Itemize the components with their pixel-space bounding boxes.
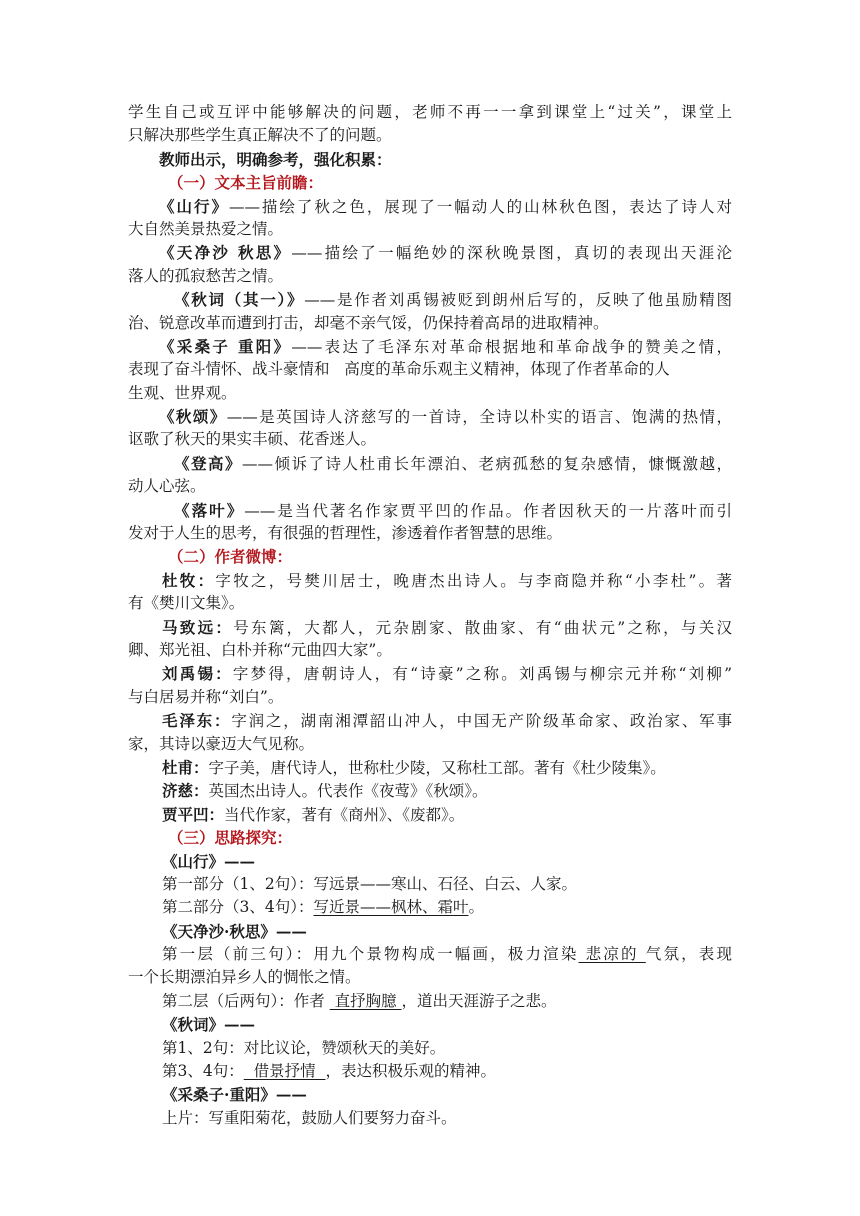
- author-name: 贾平凹：: [162, 804, 225, 824]
- text: 第二层（后两句）：作者: [162, 991, 330, 1010]
- author-name: 刘禹锡：: [162, 664, 233, 684]
- paragraph-line: 家，其诗以豪迈大气见称。: [128, 734, 315, 753]
- underlined-answer: 悲凉的: [578, 945, 646, 964]
- work-title: 《天净沙 秋思》: [159, 243, 292, 263]
- work-title: 《秋词（其一）》: [174, 290, 305, 310]
- author-name: 杜牧：: [162, 570, 216, 590]
- section-heading-1: （一）文本主旨前瞻：: [168, 173, 324, 193]
- text: ，表达积极乐观的精神。: [325, 1062, 496, 1081]
- author-text: 字梦得，唐朝诗人，有“诗豪”之称。刘禹锡与柳宗元并称“刘柳”: [232, 665, 732, 684]
- text: 气氛，表现: [645, 945, 732, 964]
- author-name: 杜甫：: [162, 757, 209, 777]
- summary-text: ——是当代著名作家贾平凹的作品。作者因秋天的一片落叶而引: [244, 501, 732, 520]
- paragraph-line: 表现了奋斗情怀、战斗豪情和 高度的革命乐观主义精神，体现了作者革命的人: [128, 360, 670, 379]
- author-jici: [128, 779, 732, 802]
- work-heading: 《山行》——: [162, 851, 256, 871]
- summary-text: ——描绘了秋之色，展现了一幅动人的山林秋色图，表达了诗人对: [228, 197, 732, 216]
- paragraph-line: 一个长期漂泊异乡人的惆怅之情。: [128, 968, 361, 987]
- analysis-line: [128, 990, 732, 1013]
- section-heading-2: （二）作者微博：: [168, 547, 293, 567]
- work-title: 《采桑子 重阳》: [159, 336, 292, 356]
- author-name: 马致远：: [162, 617, 234, 637]
- document-page: [128, 101, 732, 1130]
- text: 。: [468, 898, 485, 917]
- summary-denggao: [128, 452, 732, 475]
- author-jiapingwa: [128, 803, 732, 826]
- text: 第3、4句：: [162, 1062, 244, 1081]
- author-mazhiyuan: [128, 616, 732, 639]
- paragraph-line: 讴歌了秋天的果实丰硕、花香迷人。: [128, 430, 377, 449]
- summary-text: ——倾诉了诗人杜甫长年漂泊、老病孤愁的复杂感情，慷慨激越，: [242, 454, 732, 473]
- work-title: 《落叶》: [174, 500, 245, 520]
- paragraph-line: 学生自己或互评中能够解决的问题，老师不再一一拿到课堂上“过关”，课堂上: [128, 103, 732, 121]
- paragraph-line: 卿、郑光祖、白朴并称“元曲四大家”。: [128, 640, 392, 659]
- work-title: 《山行》: [159, 196, 229, 216]
- text: 第二部分（3、4句）：: [162, 898, 314, 917]
- summary-text: ——是作者刘禹锡被贬到朗州后写的，反映了他虽励精图: [304, 291, 732, 310]
- summary-shanxing: [128, 195, 732, 218]
- paragraph-line: 大自然美景热爱之情。: [128, 219, 284, 238]
- analysis-line: [128, 896, 732, 919]
- summary-qiuci: [128, 288, 732, 311]
- author-text: 字润之，湖南湘潭韶山冲人，中国无产阶级革命家、政治家、军事: [231, 712, 732, 731]
- analysis-line: [128, 943, 732, 966]
- author-text: 字子美，唐代诗人，世称杜少陵，又称杜工部。著有《杜少陵集》。: [208, 758, 666, 777]
- underlined-answer: 直抒胸臆: [329, 991, 402, 1010]
- paragraph-line: 动人心弦。: [128, 477, 206, 496]
- work-title: 《登高》: [174, 453, 242, 473]
- work-heading: 《采桑子·重阳》——: [162, 1085, 307, 1105]
- paragraph-line: 落人的孤寂愁苦之情。: [128, 266, 284, 285]
- summary-text: ——描绘了一幅绝妙的深秋晚景图，真切的表现出天涯沦: [291, 244, 732, 263]
- paragraph-line: 治、锐意改革而遭到打击，却毫不亲气馁，仍保持着高昂的进取精神。: [128, 313, 609, 332]
- text: ，道出天涯游子之悲。: [401, 991, 557, 1010]
- author-liuyuxi: [128, 662, 732, 685]
- author-dufu: [128, 756, 732, 779]
- summary-tianjingsha: [128, 241, 732, 264]
- summary-text: ——表达了毛泽东对革命根据地和革命战争的赞美之情，: [291, 337, 732, 356]
- author-text: 当代作家，著有《商州》、《废都》。: [224, 805, 465, 824]
- text: 第一层（前三句）：用九个景物构成一幅画，极力渲染: [162, 945, 579, 964]
- author-maozedong: [128, 709, 732, 732]
- section-intro: 教师出示，明确参考，强化积累：: [159, 149, 392, 169]
- summary-qiusong: [128, 405, 732, 428]
- analysis-line: [128, 1060, 732, 1083]
- paragraph-line: 发对于人生的思考，有很强的哲理性，渗透着作者智慧的思维。: [128, 524, 563, 543]
- summary-luoye: [128, 499, 732, 522]
- author-text: 字牧之，号樊川居士，晚唐杰出诗人。与李商隐并称“小李杜”。著: [215, 571, 732, 590]
- paragraph-line: 与白居易并称“刘白”。: [128, 687, 284, 706]
- author-dumu: [128, 569, 732, 592]
- analysis-line: 第一部分（1、2句）：写远景——寒山、石径、白云、人家。: [162, 874, 577, 893]
- author-name: 济慈：: [162, 781, 209, 801]
- paragraph-line: 有《樊川文集》。: [128, 594, 245, 613]
- underlined-answer: 借景抒情: [243, 1062, 326, 1081]
- section-heading-3: （三）思路探究：: [168, 828, 293, 848]
- summary-text: ——是英国诗人济慈写的一首诗，全诗以朴实的语言、饱满的热情，: [226, 408, 732, 427]
- analysis-line: 第1、2句：对比议论，赞颂秋天的美好。: [162, 1038, 446, 1057]
- analysis-line: 上片：写重阳菊花，鼓励人们要努力奋斗。: [162, 1108, 457, 1127]
- author-text: 英国杰出诗人。代表作《夜莺》《秋颂》。: [208, 782, 488, 801]
- author-name: 毛泽东：: [162, 711, 232, 731]
- author-text: 号东篱，大都人，元杂剧家、散曲家、有“曲状元”之称，与关汉: [233, 618, 732, 637]
- work-heading: 《秋词》——: [162, 1015, 256, 1035]
- underlined-answer: 写近景——枫林、霜叶: [313, 898, 469, 917]
- paragraph-line: 生观、世界观。: [128, 383, 237, 402]
- summary-caisangzi: [128, 335, 732, 358]
- paragraph-line: 只解决那些学生真正解决不了的问题。: [128, 126, 392, 145]
- work-heading: 《天净沙·秋思》——: [162, 921, 307, 941]
- work-title: 《秋颂》: [159, 407, 227, 427]
